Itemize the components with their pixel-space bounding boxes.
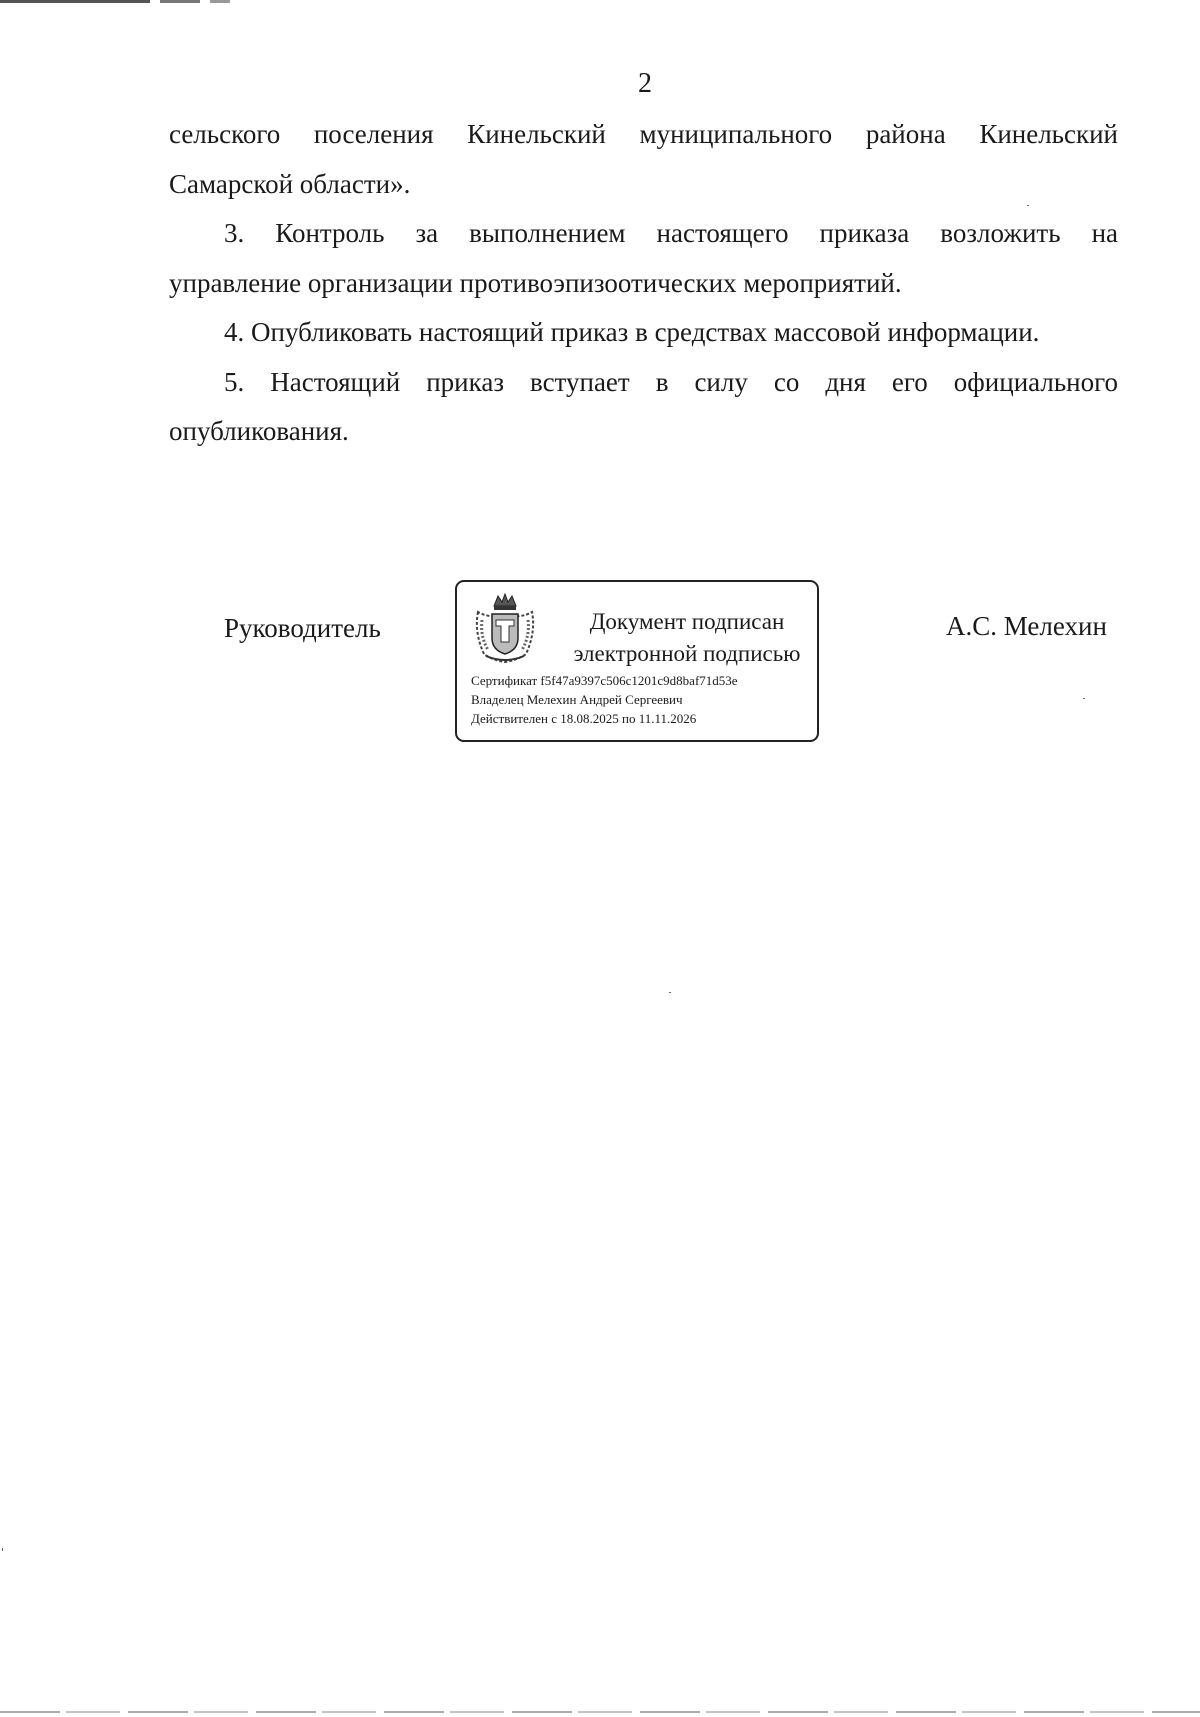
paragraph-1-line-2: Самарской области».	[169, 168, 411, 199]
paragraph-1	[169, 110, 1118, 209]
electronic-signature-stamp	[455, 580, 819, 742]
scan-speck	[1027, 205, 1029, 206]
paragraph-3-text: 4. Опубликовать настоящий приказ в средствах массовой информации.	[224, 317, 1040, 347]
stamp-heading-line-2: электронной подписью	[573, 641, 801, 666]
paragraph-2	[169, 209, 1118, 308]
signer-name: А.С. Мелехин	[946, 611, 1107, 641]
stamp-owner: Владелец Мелехин Андрей Сергеевич	[471, 692, 683, 707]
stamp-details	[471, 671, 811, 728]
stamp-heading-line-1: Документ подписан	[589, 609, 785, 634]
stamp-validity: Действителен с 18.08.2025 по 11.11.2026	[471, 711, 697, 726]
coat-of-arms-icon	[472, 592, 538, 664]
paragraph-2-line-1: 3. Контроль за выполнением настоящего приказа возложить на	[224, 218, 1118, 248]
stamp-heading	[557, 606, 817, 670]
stamp-certificate: Сертификат f5f47a9397c506c1201c9d8baf71d53e	[471, 673, 738, 688]
page-number: 2	[638, 68, 652, 99]
document-body	[169, 110, 1118, 457]
paragraph-4-line-1: 5. Настоящий приказ вступает в силу со дня его официального	[224, 366, 1118, 397]
scan-speck	[2, 1548, 3, 1551]
paragraph-4-line-2: опубликования.	[169, 416, 349, 446]
paragraph-2-line-2: управление организации противоэпизоотических мероприятий.	[169, 267, 902, 298]
paragraph-1-line-1: сельского поселения Кинельский муниципального района Кинельский	[169, 119, 1118, 149]
scan-edge-bottom	[0, 1711, 1200, 1713]
scan-speck	[669, 992, 671, 993]
scan-edge-top	[0, 0, 260, 3]
paragraph-4	[169, 358, 1118, 457]
scan-speck	[1083, 698, 1085, 699]
paragraph-3	[169, 308, 1118, 358]
signer-title: Руководитель	[224, 613, 381, 643]
